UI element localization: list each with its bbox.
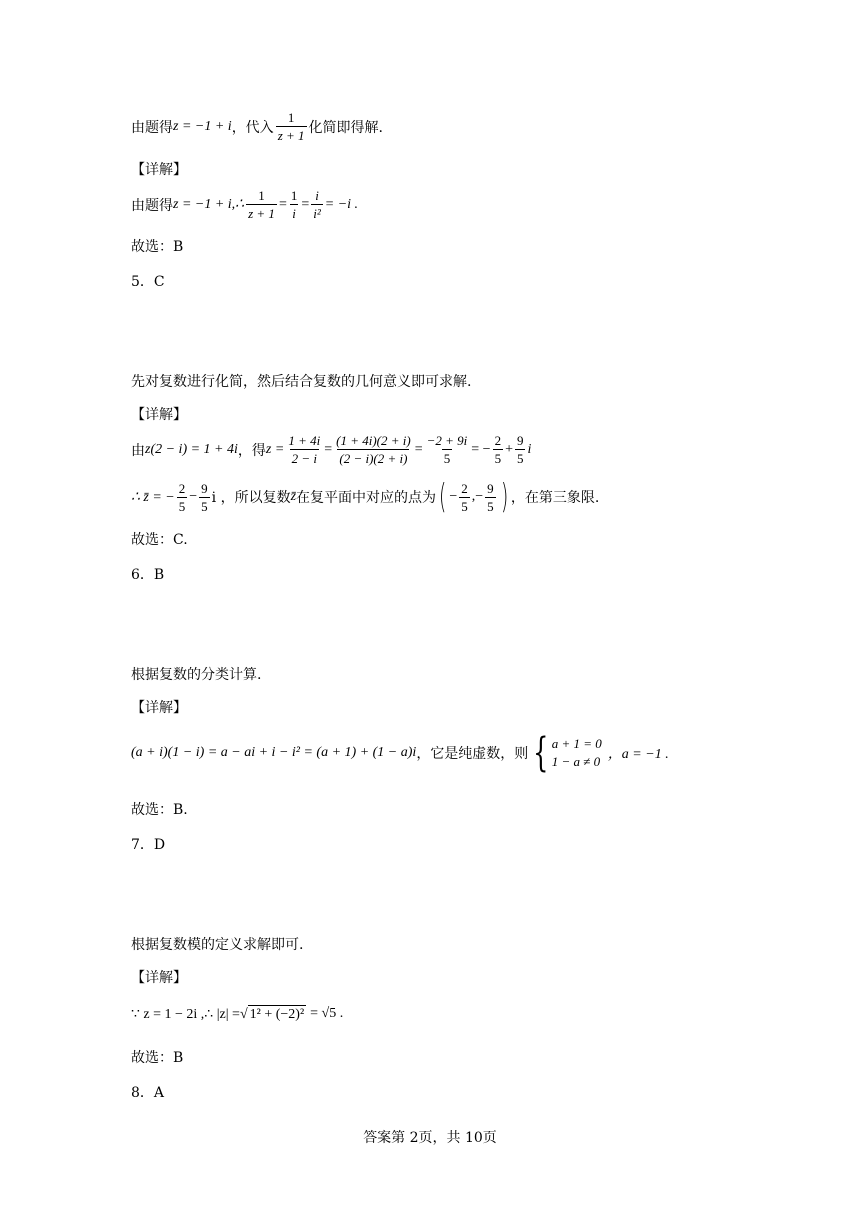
q5-l1-pre: 由 — [131, 442, 145, 459]
q4-detail-pre: 由题得 — [131, 197, 173, 214]
q4-detail-frac3: $\frac{i}{\text{i²}}$ — [313, 188, 321, 221]
q4-hint-pre: 由题得 — [131, 119, 173, 136]
q4-detail-line: 由题得 z = −1 + i,∴ $\frac{1}{z + 1}$ = $\frac{1}{i}$ = $\frac{i}{\text{i²}}$ = −i . — [131, 188, 359, 221]
q6-tail: ，a = −1 . — [607, 747, 669, 762]
q5-detail-line1: 由 z(2 − i) = 1 + 4i ，得 z = $\frac{1 + 4i}{2 - i}$ = $\frac{(1 + 4i)(2 + i)}{(2 - i)(2 + i)}$ = $\frac{-2 + 9i}{5}$ = − $\frac{2}{5}$ + $\frac{9}{5}$ i — [131, 433, 532, 466]
q6-eq: (a + i)(1 − i) = a − ai + i − i² = (a + 1) + (1 − a)i — [131, 745, 417, 760]
q5-l1-mid: ，得 — [237, 442, 266, 459]
q4-hint-eq: z = −1 + i — [173, 118, 232, 134]
q4-detail-tail: = −i . — [324, 196, 359, 212]
q7-answer: 故选：B — [131, 1050, 184, 1066]
q4-hint-frac: $\frac{1}{z + 1}$ — [277, 110, 305, 143]
q6-heading: 6．B — [131, 567, 165, 583]
q7-hint: 根据复数模的定义求解即可. — [131, 937, 304, 953]
q4-detail-eq: z = −1 + i,∴ — [173, 197, 245, 212]
q5-l2-tail: ，在第三象限. — [510, 490, 600, 506]
q5-l1-eq: z(2 − i) = 1 + 4i — [145, 441, 238, 457]
q5-detail-line2: ∴ z̄ = − $\frac{2}{5}$ − $\frac{9}{5}$ i ，所以复数 z̄ 在复平面中对应的点为 ( − $\frac{2}{5}$ ,− $\frac{9}{5}$ ) ，在第三象限. — [131, 477, 600, 517]
q8-heading: 8．A — [131, 1085, 165, 1101]
q5-f2: $\frac{(1 + 4i)(2 + i)}{(2 - i)(2 + i)}$ — [336, 433, 411, 466]
q4-hint-line — [131, 110, 383, 143]
q6-detail-line — [131, 730, 669, 776]
q5-answer: 故选：C. — [131, 532, 188, 548]
q4-hint-post: 化简即得解. — [308, 119, 383, 136]
q4-detail-frac2: $\frac{1}{i}$ — [290, 188, 298, 221]
q6-hint: 根据复数的分类计算. — [131, 667, 262, 683]
right-paren: ) — [500, 477, 508, 517]
q7-detail-label: 【详解】 — [131, 970, 187, 986]
q5-p1: $\frac{2}{5}$ — [461, 480, 468, 514]
q4-detail-label: 【详解】 — [131, 162, 187, 178]
q5-detail-label: 【详解】 — [131, 407, 187, 423]
q4-hint-mid: ，代入 — [231, 119, 274, 136]
left-paren: ( — [439, 477, 447, 517]
q4-detail-frac1: $\frac{1}{z + 1}$ — [248, 188, 275, 221]
q6-mid: ，它是纯虚数，则 — [416, 746, 529, 762]
q5-l2-mid: i ，所以复数 — [211, 490, 291, 506]
page-footer: 答案第 2页，共 10页 — [363, 1130, 497, 1146]
q5-p2: $\frac{9}{5}$ — [487, 480, 494, 514]
q5-f5: $\frac{9}{5}$ — [516, 433, 524, 466]
q5-l2-pre: ∴ z̄ = − — [131, 489, 175, 505]
q7-eq-tail: = √5 . — [310, 1006, 344, 1021]
q4-answer: 故选：B — [131, 239, 184, 255]
q6-answer: 故选：B. — [131, 802, 188, 818]
q5-l1-z: z = — [265, 441, 285, 457]
q6-system: a + 1 = 0 1 − a ≠ 0 — [551, 736, 602, 769]
left-brace: { — [533, 730, 549, 776]
q5-l2-mid2: 在复平面中对应的点为 — [296, 490, 437, 506]
q5-f4: $\frac{2}{5}$ — [494, 433, 502, 466]
q5-g2: $\frac{9}{5}$ — [201, 480, 208, 514]
q5-g1: $\frac{2}{5}$ — [178, 480, 186, 514]
q5-f3: $\frac{-2 + 9i}{5}$ — [426, 433, 468, 466]
q7-heading: 7．D — [131, 837, 166, 853]
q5-heading: 5．C — [131, 274, 165, 290]
q5-hint: 先对复数进行化简，然后结合复数的几何意义即可求解. — [131, 374, 472, 390]
sqrt-sign: √ 1² + (−2)² — [239, 1007, 305, 1022]
q5-l2-zbar: z̄ — [290, 489, 297, 504]
q6-detail-label: 【详解】 — [131, 700, 187, 716]
q7-detail-line — [131, 1005, 343, 1023]
q5-f1: $\frac{1 + 4i}{2 - i}$ — [288, 433, 321, 466]
q7-eq-pre: ∵ z = 1 − 2i ,∴ |z| = — [131, 1006, 240, 1022]
